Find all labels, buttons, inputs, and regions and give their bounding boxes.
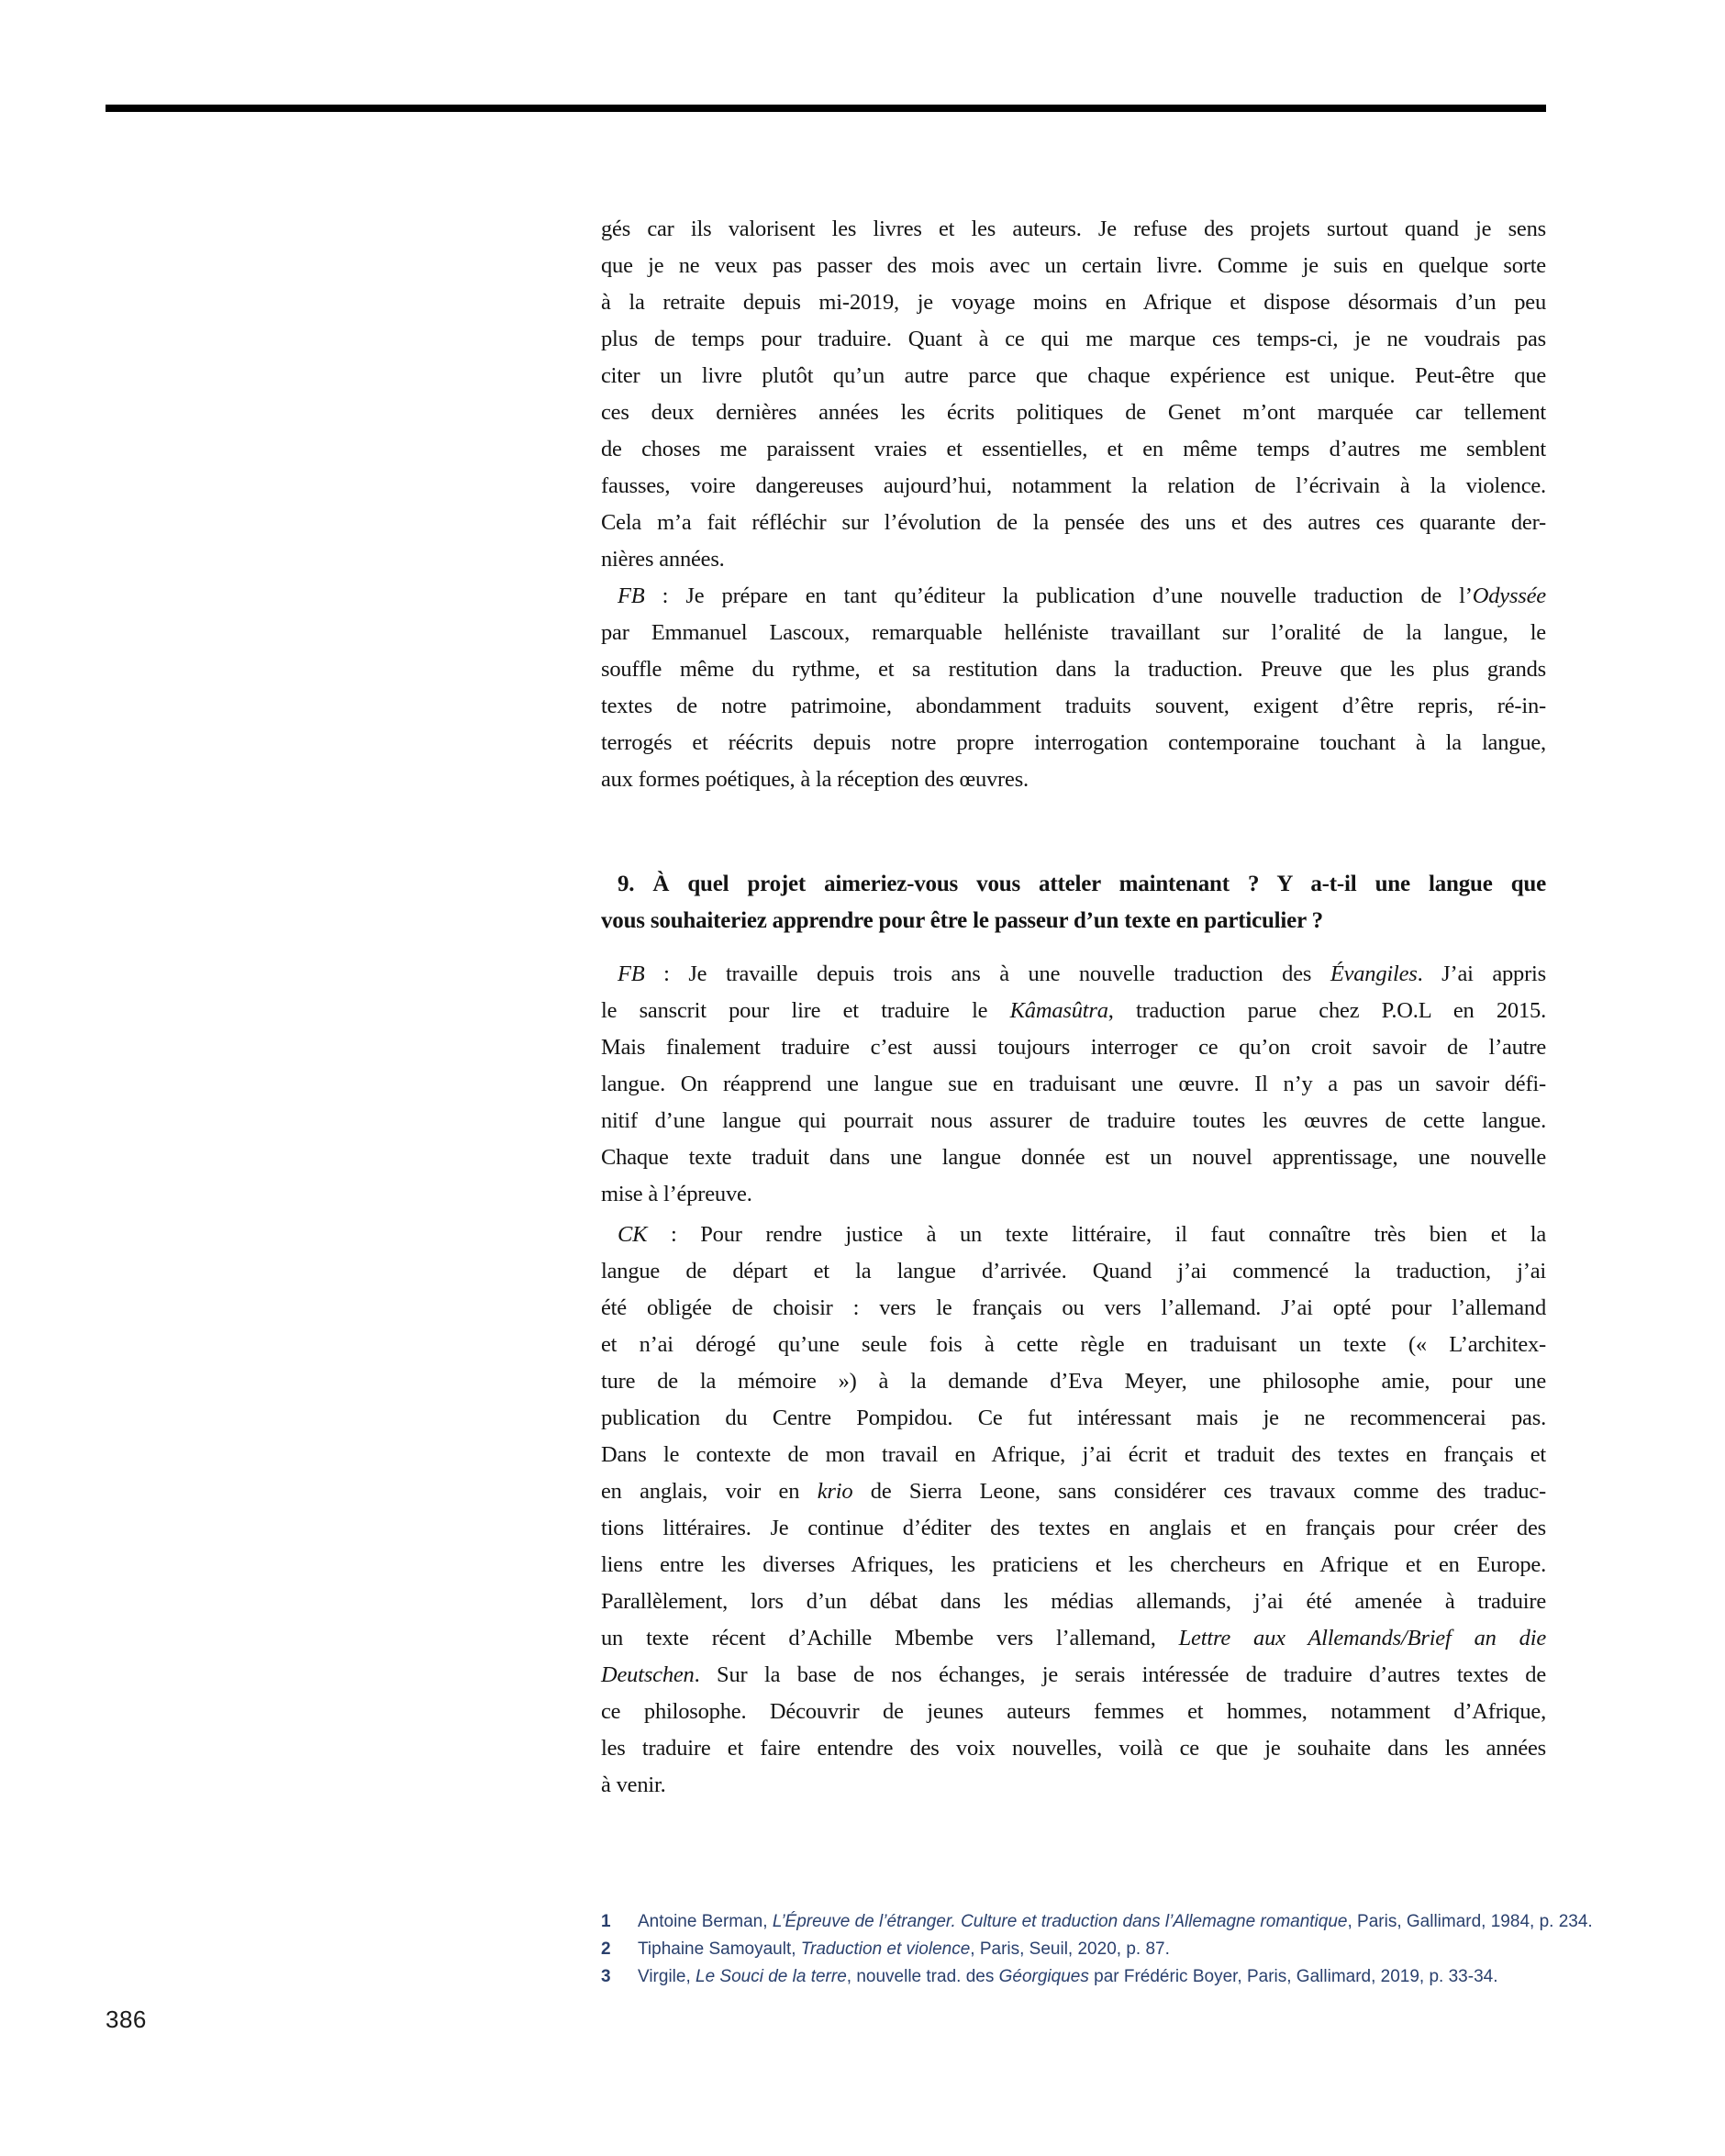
text-line: textes de notre patrimoine, abondamment traduits souvent, exigent d’être repris, ré-in-: [601, 694, 1546, 718]
paragraph-ck: [601, 1217, 1546, 1804]
text-line: fausses, voire dangereuses aujourd’hui, notamment la relation de l’écrivain à la violence.: [601, 473, 1546, 498]
text-line: nitif d’une langue qui pourrait nous assurer de traduire toutes les œuvres de cette langue.: [601, 1108, 1546, 1133]
text-line: par Emmanuel Lascoux, remarquable helléniste travaillant sur l’oralité de la langue, le: [601, 620, 1546, 645]
text-line: Chaque texte traduit dans une langue donnée est un nouvel apprentissage, une nouvelle: [601, 1145, 1546, 1170]
question-heading: [601, 866, 1546, 939]
text-line: à la retraite depuis mi-2019, je voyage moins en Afrique et dispose désormais d’un peu: [601, 290, 1546, 315]
paragraph-continued: [601, 211, 1546, 578]
text-line: que je ne veux pas passer des mois avec un certain livre. Comme je suis en quelque sorte: [601, 253, 1546, 278]
text-line: Parallèlement, lors d’un débat dans les médias allemands, j’ai été amenée à traduire: [601, 1589, 1546, 1614]
text-line: Mais finalement traduire c’est aussi toujours interroger ce qu’on croit savoir de l’autre: [601, 1035, 1546, 1060]
footnote: [601, 1963, 1619, 1991]
footnote-number: 3: [601, 1967, 611, 1986]
text-line: liens entre les diverses Afriques, les praticiens et les chercheurs en Afrique et en Europe.: [601, 1552, 1546, 1577]
page-number: 386: [106, 2006, 147, 2033]
text-line: FB : Je travaille depuis trois ans à une nouvelle traduction des Évangiles. J’ai appris: [618, 961, 1547, 986]
paragraph-fb-evangiles: [601, 956, 1546, 1213]
text-line: langue de départ et la langue d’arrivée. Quand j’ai commencé la traduction, j’ai: [601, 1259, 1546, 1284]
text-line: 9. À quel projet aimeriez-vous vous atteler maintenant ? Y a-t-il une langue que: [618, 872, 1546, 896]
text-line: Dans le contexte de mon travail en Afrique, j’ai écrit et traduit des textes en français et: [601, 1442, 1546, 1467]
text-line: Cela m’a fait réfléchir sur l’évolution de la pensée des uns et des autres ces quarante der-: [601, 510, 1546, 535]
footnote-number: 2: [601, 1939, 611, 1959]
text-line: citer un livre plutôt qu’un autre parce que chaque expérience est unique. Peut-être que: [601, 363, 1546, 388]
footnote-number: 1: [601, 1912, 611, 1931]
text-line: plus de temps pour traduire. Quant à ce qui me marque ces temps-ci, je ne voudrais pas: [601, 327, 1546, 351]
header-rule: [106, 105, 1546, 112]
footnote: [601, 1908, 1619, 1936]
text-line: publication du Centre Pompidou. Ce fut intéressant mais je ne recommencerai pas.: [601, 1406, 1546, 1430]
text-line: et n’ai dérogé qu’une seule fois à cette règle en traduisant un texte (« L’architex-: [601, 1332, 1546, 1357]
footnotes: [601, 1908, 1619, 1991]
footnote-text: Virgile, Le Souci de la terre, nouvelle trad. des Géorgiques par Frédéric Boyer, Paris, Gallimard, 2019, p. 33-34.: [638, 1967, 1498, 1986]
text-line: Deutschen. Sur la base de nos échanges, je serais intéressée de traduire d’autres textes de: [601, 1662, 1546, 1687]
text-line: en anglais, voir en krio de Sierra Leone, sans considérer ces travaux comme des traduc-: [601, 1479, 1546, 1504]
text-line: les traduire et faire entendre des voix nouvelles, voilà ce que je souhaite dans les années: [601, 1736, 1546, 1761]
text-line: tions littéraires. Je continue d’éditer des textes en anglais et en français pour créer des: [601, 1516, 1546, 1540]
text-line: ce philosophe. Découvrir de jeunes auteurs femmes et hommes, notamment d’Afrique,: [601, 1699, 1546, 1724]
text-line: nières années.: [601, 547, 725, 572]
text-line: ces deux dernières années les écrits politiques de Genet m’ont marquée car tellement: [601, 400, 1546, 425]
text-line: été obligée de choisir : vers le français ou vers l’allemand. J’ai opté pour l’allemand: [601, 1295, 1546, 1320]
text-line: aux formes poétiques, à la réception des œuvres.: [601, 767, 1029, 792]
text-line: souffle même du rythme, et sa restitution dans la traduction. Preuve que les plus grands: [601, 657, 1546, 682]
text-line: langue. On réapprend une langue sue en traduisant une œuvre. Il n’y a pas un savoir défi-: [601, 1072, 1546, 1096]
paragraph-fb-odyssee: [601, 578, 1546, 798]
text-line: le sanscrit pour lire et traduire le Kâmasûtra, traduction parue chez P.O.L en 2015.: [601, 998, 1547, 1023]
text-line: ture de la mémoire ») à la demande d’Eva Meyer, une philosophe amie, pour une: [601, 1369, 1546, 1394]
text-line: de choses me paraissent vraies et essentielles, et en même temps d’autres me semblent: [601, 437, 1546, 461]
text-line: mise à l’épreuve.: [601, 1182, 752, 1206]
text-line: un texte récent d’Achille Mbembe vers l’allemand, Lettre aux Allemands/Brief an die: [601, 1626, 1546, 1650]
text-line: à venir.: [601, 1773, 666, 1797]
text-line: CK : Pour rendre justice à un texte littéraire, il faut connaître très bien et la: [618, 1222, 1546, 1247]
text-line: terrogés et réécrits depuis notre propre interrogation contemporaine touchant à la langue,: [601, 730, 1546, 755]
footnote-text: Antoine Berman, L’Épreuve de l’étranger. Culture et traduction dans l’Allemagne romantique, Paris, Gallimard, 1984, p. 234.: [638, 1912, 1593, 1931]
footnote: [601, 1936, 1619, 1963]
footnote-text: Tiphaine Samoyault, Traduction et violence, Paris, Seuil, 2020, p. 87.: [638, 1939, 1170, 1959]
text-line: gés car ils valorisent les livres et les auteurs. Je refuse des projets surtout quand je sens: [601, 217, 1546, 241]
text-line: FB : Je prépare en tant qu’éditeur la publication d’une nouvelle traduction de l’Odyssée: [618, 583, 1546, 608]
text-line: vous souhaiteriez apprendre pour être le passeur d’un texte en particulier ?: [601, 908, 1323, 933]
